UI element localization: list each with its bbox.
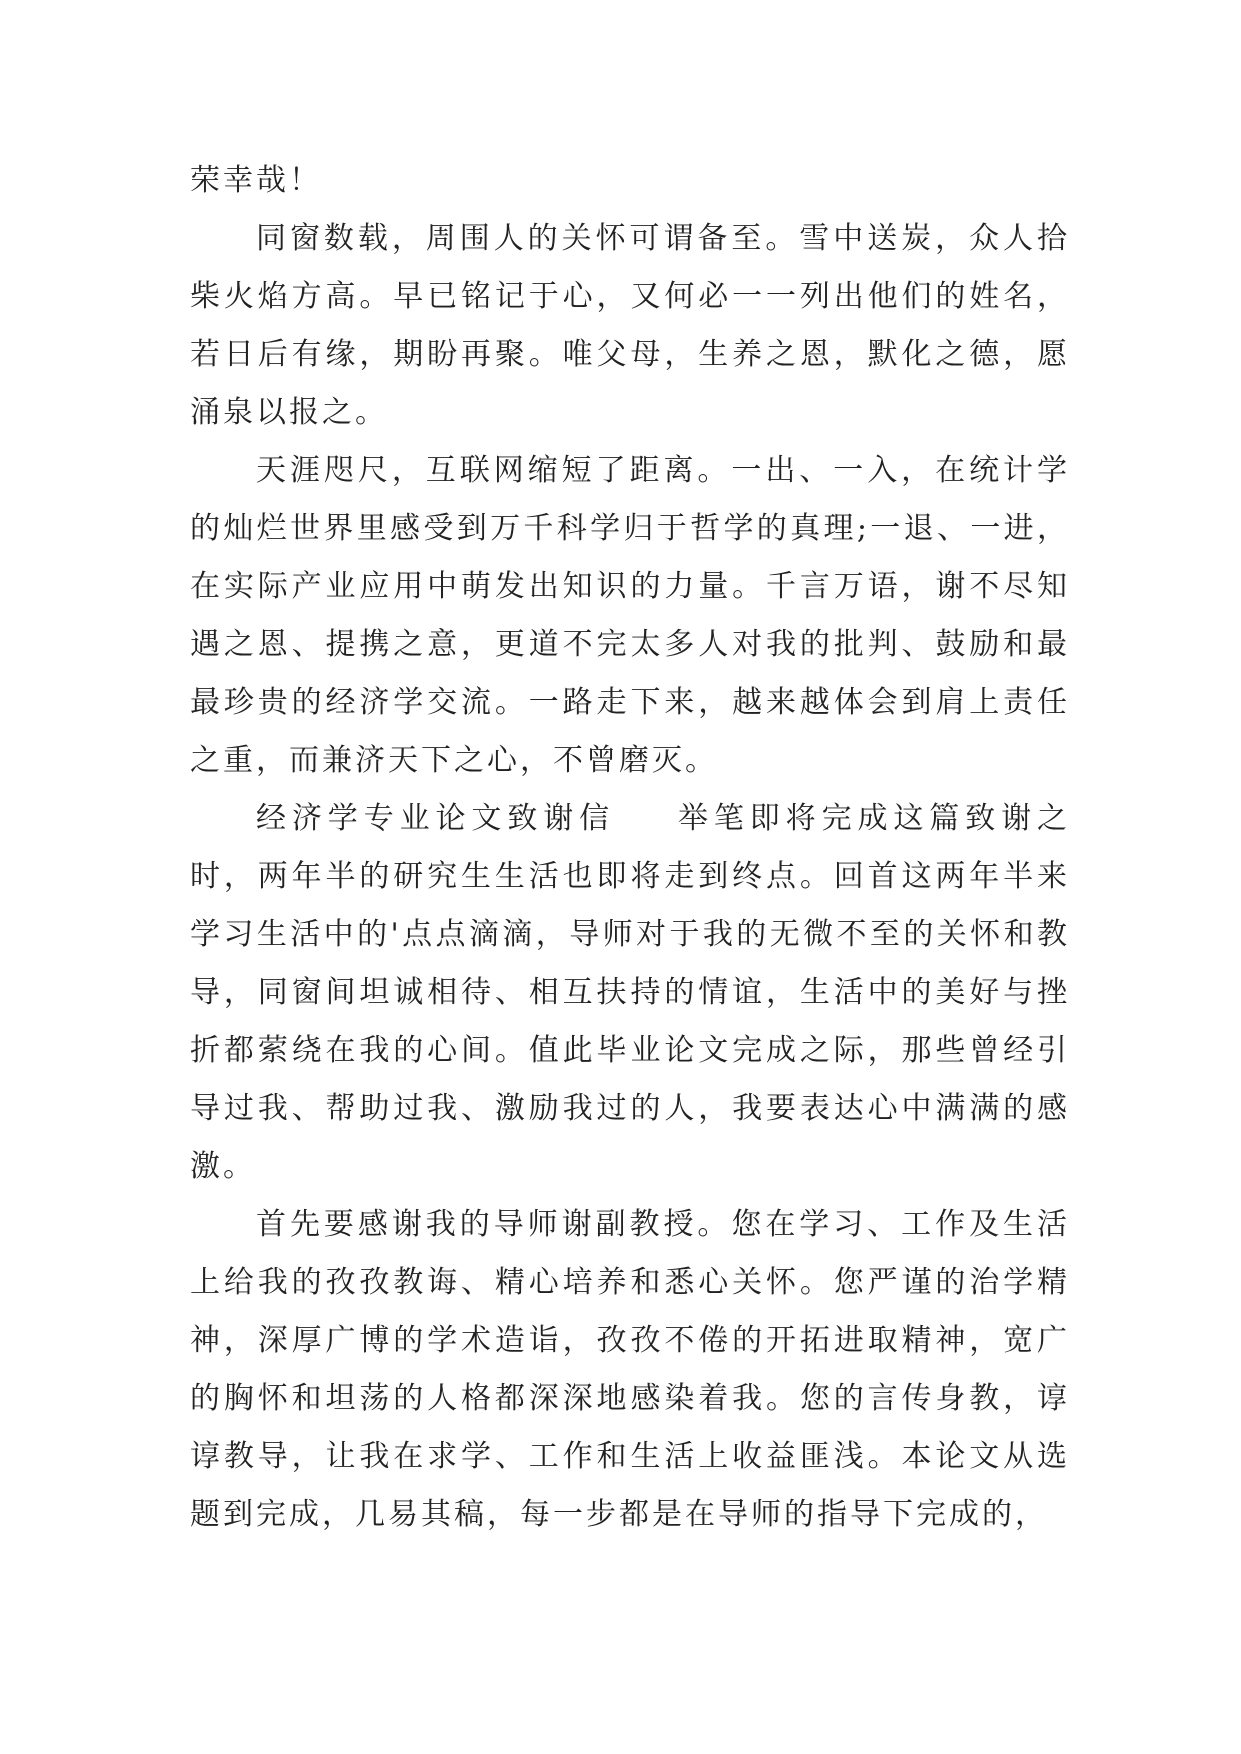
paragraph-5: 首先要感谢我的导师谢副教授。您在学习、工作及生活上给我的孜孜教诲、精心培养和悉心关怀。您严谨的治学精神，深厚广博的学术造诣，孜孜不倦的开拓进取精神，宽广的胸怀和坦荡的人格都深深地感染着我。您的言传身教，谆谆教导，让我在求学、工作和生活上收益匪浅。本论文从选题到完成，几易其稿，每一步都是在导师的指导下完成的，	[190, 1207, 1070, 1532]
paragraph-3: 天涯咫尺，互联网缩短了距离。一出、一入，在统计学的灿烂世界里感受到万千科学归于哲学的真理;一退、一进，在实际产业应用中萌发出知识的力量。千言万语，谢不尽知遇之恩、提携之意，更道不完太多人对我的批判、鼓励和最最珍贵的经济学交流。一路走下来，越来越体会到肩上责任之重，而兼济天下之心，不曾磨灭。	[190, 453, 1070, 778]
paragraph-4-continued: 学习生活中的'点点滴滴，导师对于我的无微不至的关怀和教导，同窗间坦诚相待、相互扶持的情谊，生活中的美好与挫折都萦绕在我的心间。值此毕业论文完成之际，那些曾经引导过我、帮助过我、激励我过的人，我要表达心中满满的感激。	[190, 917, 1070, 1184]
letter-opening: 举笔即将完成这篇致谢之时，两年半的研究生生活也即将走到终点。回首这两年半来	[190, 801, 1071, 894]
paragraph-1: 荣幸哉！	[190, 163, 322, 198]
paragraph-2: 同窗数载，周围人的关怀可谓备至。雪中送炭，众人拾柴火焰方高。早已铭记于心，又何必一一列出他们的姓名，若日后有缘，期盼再聚。唯父母，生养之恩，默化之德，愿涌泉以报之。	[190, 221, 1070, 430]
document-body	[190, 152, 1070, 1544]
letter-heading: 经济学专业论文致谢信	[256, 801, 616, 836]
paragraph-4	[190, 790, 1070, 1196]
